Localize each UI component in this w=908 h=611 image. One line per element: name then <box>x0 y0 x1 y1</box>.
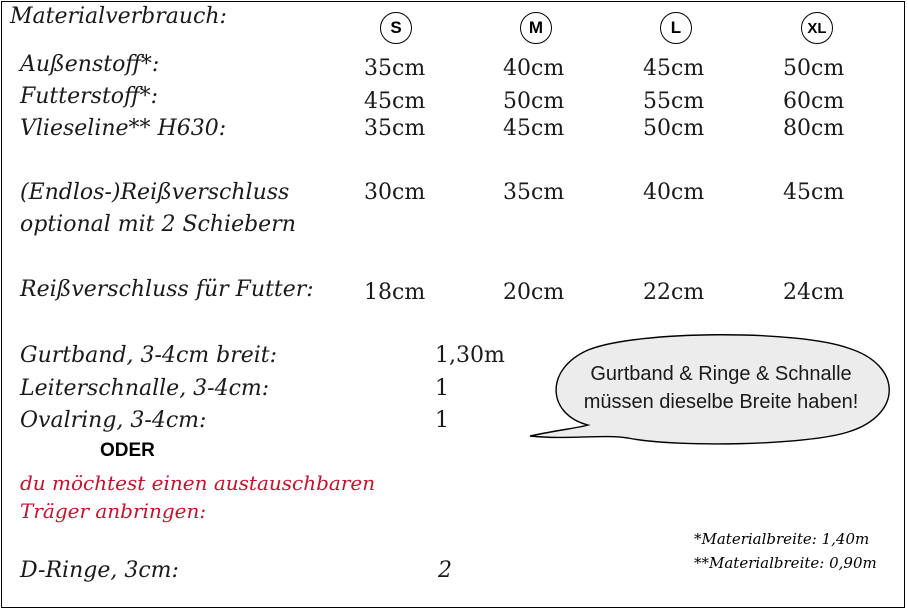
bubble-text-1: Gurtband & Ringe & Schnalle <box>590 363 852 385</box>
row-label-vlieseline: Vlieseline** H630: <box>20 116 227 141</box>
alternative-text: du möchtest einen austauschbaren <box>20 471 376 495</box>
hardware-label-leiterschnalle: Leiterschnalle, 3-4cm: <box>20 376 270 401</box>
footnote-1: *Materialbreite: 1,40m <box>694 530 870 548</box>
alternative-text: Träger anbringen: <box>20 499 207 523</box>
row-value: 18cm <box>364 280 426 305</box>
row-value: 22cm <box>643 280 705 305</box>
row-value: 35cm <box>364 116 426 141</box>
row-value: 50cm <box>503 89 565 114</box>
size-badge-m: M <box>520 12 552 44</box>
row-value: 45cm <box>783 180 845 205</box>
row-value: 24cm <box>783 280 845 305</box>
row-value: 45cm <box>364 89 426 114</box>
row-value: 35cm <box>503 180 565 205</box>
row-label-futter-zipper: Reißverschluss für Futter: <box>20 277 314 302</box>
row-value: 35cm <box>364 56 426 81</box>
row-value: 45cm <box>503 116 565 141</box>
row-value: 50cm <box>643 116 705 141</box>
row-value: 40cm <box>503 56 565 81</box>
row-value: 30cm <box>364 180 426 205</box>
row-value: 50cm <box>783 56 845 81</box>
hardware-value: 1 <box>435 408 449 433</box>
size-badge-s: S <box>380 12 412 44</box>
row-value: 45cm <box>643 56 705 81</box>
row-value: 40cm <box>643 180 705 205</box>
d-rings-value: 2 <box>438 558 452 583</box>
hardware-value: 1,30m <box>435 343 505 368</box>
row-label-reissverschluss: (Endlos-)Reißverschluss <box>20 180 290 205</box>
row-value: 20cm <box>503 280 565 305</box>
hardware-value: 1 <box>435 376 449 401</box>
row-value: 55cm <box>643 89 705 114</box>
footnote-2: **Materialbreite: 0,90m <box>694 554 877 572</box>
hardware-label-gurtband: Gurtband, 3-4cm breit: <box>20 343 278 368</box>
row-label-reissverschluss-note: optional mit 2 Schiebern <box>20 212 296 237</box>
size-badge-xl: XL <box>801 12 833 44</box>
row-value: 80cm <box>783 116 845 141</box>
bubble-text-2: müssen dieselbe Breite haben! <box>583 391 859 413</box>
page-title: Materialverbrauch: <box>10 4 227 29</box>
row-label-aussenstoff: Außenstoff*: <box>20 52 160 77</box>
size-badge-l: L <box>660 12 692 44</box>
hardware-label-ovalring: Ovalring, 3-4cm: <box>20 408 207 433</box>
oder-label: ODER <box>100 440 155 461</box>
d-rings-label: D-Ringe, 3cm: <box>20 558 179 583</box>
row-label-futterstoff: Futterstoff*: <box>20 84 159 109</box>
row-value: 60cm <box>783 89 845 114</box>
